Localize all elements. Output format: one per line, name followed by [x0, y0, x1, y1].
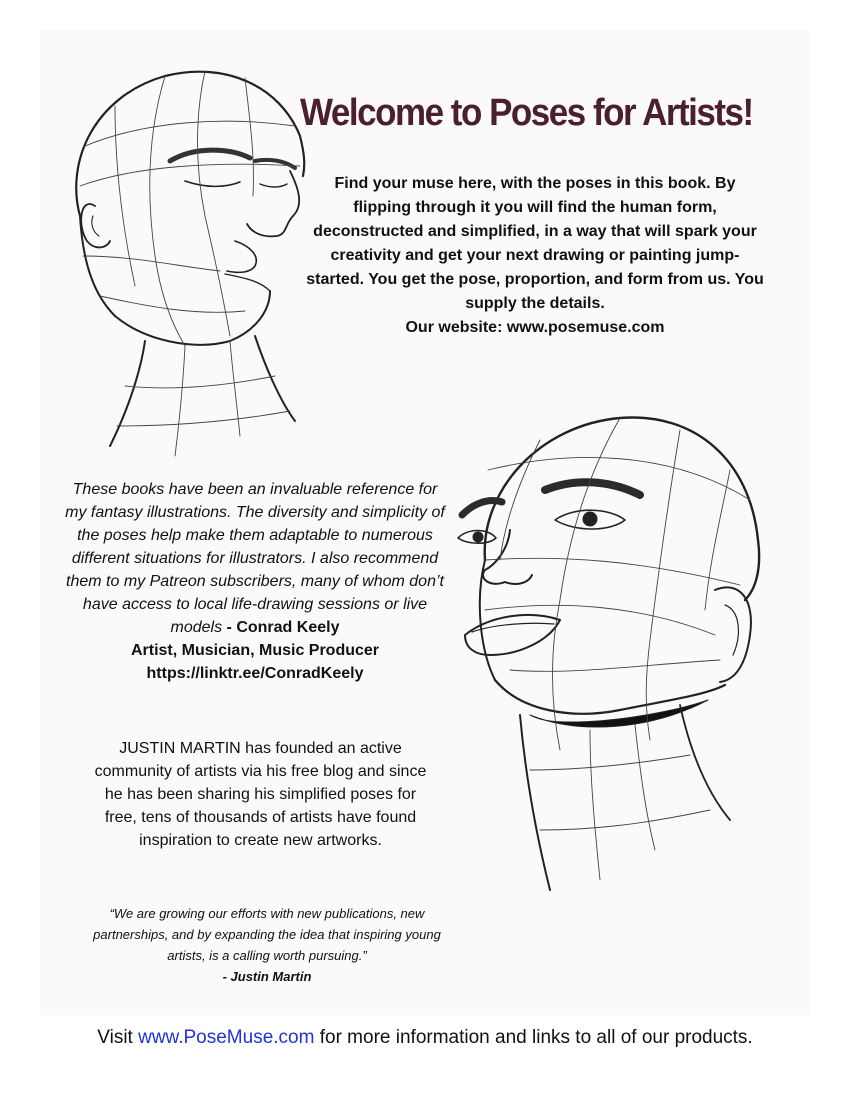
footer-text-before: Visit [97, 1027, 139, 1048]
footer-text-after: for more information and links to all of our products. [314, 1027, 753, 1048]
page-title: Welcome to Poses for Artists! [300, 92, 753, 134]
testimonial-text: These books have been an invaluable reference for my fantasy illustrations. The diversity and simplicity of the poses help make them adaptable to numerous different situations for illustrators. I also recommend them to my Patreon subscribers, many of whom don’t have access to local life-drawing sessions or live models [65, 481, 445, 636]
head-illustration-top [55, 66, 315, 461]
quote-signature: - Justin Martin [222, 969, 312, 984]
website-line[interactable]: Our website: www.posemuse.com [405, 319, 665, 336]
footer-website-link[interactable]: www.PoseMuse.com [138, 1027, 315, 1048]
footer-line [0, 1027, 850, 1049]
intro-text: Find your muse here, with the poses in this book. By flipping through it you will find the human form, deconstructed and simplified, in a way that will spark your creativity and get your next drawing or painting jump-started. You get the pose, proportion, and form from us. You supply the details. [306, 175, 764, 312]
testimonial-author: - Conrad Keely [226, 619, 340, 636]
testimonial-role: Artist, Musician, Music Producer [130, 642, 380, 659]
author-bio: JUSTIN MARTIN has founded an active community of artists via his free blog and since he has been sharing his simplified poses for free, tens of thousands of artists have found inspiration to create new artworks. [94, 740, 427, 849]
quote-text: “We are growing our efforts with new publications, new partnerships, and by expanding the idea that inspiring young artists, is a calling worth pursuing.” [93, 906, 441, 963]
intro-section [305, 172, 765, 340]
testimonial [65, 478, 445, 685]
testimonial-link[interactable]: https://linktr.ee/ConradKeely [146, 665, 364, 682]
author-quote [82, 903, 452, 987]
head-illustration-bottom [450, 410, 770, 900]
